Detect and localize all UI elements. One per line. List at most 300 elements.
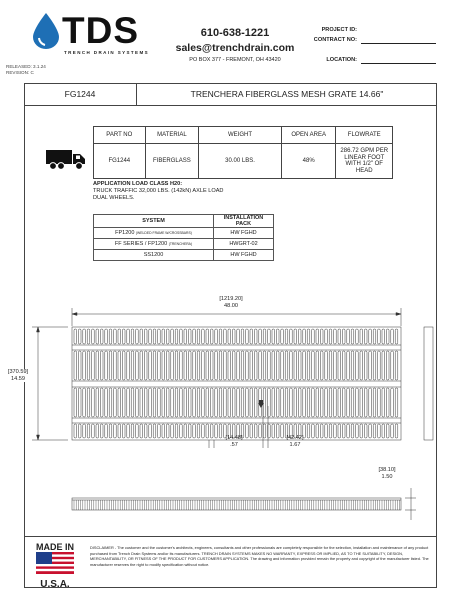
grate-slot — [162, 329, 165, 344]
grate-slot — [320, 351, 323, 380]
grate-slot — [364, 329, 367, 344]
grate-slot — [136, 388, 139, 417]
grate-slot — [197, 329, 200, 344]
grate-slot — [334, 388, 337, 417]
grate-slot — [118, 424, 121, 438]
grate-slot — [391, 351, 394, 380]
grate-slot — [202, 388, 205, 417]
grate-slot — [373, 424, 376, 438]
grate-slot — [259, 351, 262, 380]
depth-in: 1.50 — [381, 473, 393, 480]
grate-slot — [360, 388, 363, 417]
install-pack-header: INSTALLATION PACK — [214, 215, 274, 228]
grate-slot — [360, 351, 363, 380]
grate-slot — [193, 329, 196, 344]
grate-slot — [369, 351, 372, 380]
grate-slot — [206, 388, 209, 417]
grate-slot — [105, 351, 108, 380]
grate-slot — [268, 351, 271, 380]
spec-header-weight: WEIGHT — [199, 127, 282, 144]
install-pack: HW FGHD — [214, 250, 274, 261]
grate-slot — [228, 388, 231, 417]
system-row — [94, 228, 274, 239]
grate-slot — [246, 329, 249, 344]
grate-slot — [298, 329, 301, 344]
grate-slot — [140, 351, 143, 380]
grate-slot — [215, 329, 218, 344]
grate-slot — [298, 351, 301, 380]
grate-slot — [158, 351, 161, 380]
grate-slot — [149, 388, 152, 417]
system-header: SYSTEM — [94, 215, 214, 228]
grate-slot — [206, 424, 209, 438]
grate-slot — [312, 329, 315, 344]
disclaimer-text: DISCLAIMER - The customer and the customer's architects, engineers, consultants and other professionals are completely responsible for the selection, installation and maintenance of any product purchased from Trench Drain Systems and/or its manufacturers. TRENCH DRAIN SYSTEMS MAKES NO WARRANTY, EXPRESS OR IMPLIED, AS TO THE SUITABILITY, DESIGN, MERCHANTABILITY, OR FITNESS OF THE PRODUCT FOR CUSTOMERS APPLICATION. The drawing and information provided remain the property and copyright of the manufacturer listed. The manufacturer reserves the right to modify specification without notice. — [90, 545, 429, 567]
part-code-title: FG1244 — [24, 83, 137, 105]
pitch-in: 1.67 — [289, 441, 301, 448]
grate-slot — [342, 388, 345, 417]
grate-slot — [114, 329, 117, 344]
grate-slot — [254, 388, 257, 417]
grate-slot — [254, 351, 257, 380]
grate-slot — [228, 351, 231, 380]
grate-slot — [158, 329, 161, 344]
grate-slot — [246, 351, 249, 380]
grate-slot — [100, 388, 103, 417]
grate-slot — [202, 329, 205, 344]
grate-slot — [329, 351, 332, 380]
product-title: TRENCHERA FIBERGLASS MESH GRATE 14.66" — [190, 89, 384, 99]
grate-slot — [263, 351, 266, 380]
grate-slot — [144, 351, 147, 380]
grate-slot — [325, 351, 328, 380]
grate-slot — [149, 424, 152, 438]
grate-slot — [131, 351, 134, 380]
grate-slot — [303, 388, 306, 417]
grate-slot — [329, 424, 332, 438]
grate-slot — [263, 388, 266, 417]
grate-slot — [162, 351, 165, 380]
grate-slot — [386, 424, 389, 438]
grate-slot — [131, 388, 134, 417]
grate-slot — [276, 351, 279, 380]
grate-slot — [224, 388, 227, 417]
grate-slot — [127, 351, 130, 380]
grate-slot — [285, 351, 288, 380]
grate-slot — [136, 351, 139, 380]
spec-part-no: FG1244 — [94, 144, 146, 179]
grate-slot — [188, 424, 191, 438]
system-row — [94, 250, 274, 261]
grate-slot — [356, 351, 359, 380]
grate-slot — [369, 388, 372, 417]
usa-label: U.S.A. — [40, 579, 70, 590]
grate-slot — [175, 424, 178, 438]
grate-slot — [347, 424, 350, 438]
logo-tagline: TRENCH DRAIN SYSTEMS — [64, 50, 150, 55]
grate-slot — [294, 388, 297, 417]
grate-slot — [153, 424, 156, 438]
grate-slot — [78, 424, 81, 438]
grate-slot — [391, 424, 394, 438]
grate-slot — [268, 329, 271, 344]
grate-slot — [395, 351, 398, 380]
grate-slot — [78, 351, 81, 380]
grate-slot — [356, 388, 359, 417]
grate-slot — [114, 424, 117, 438]
grate-slot — [74, 351, 77, 380]
grate-slot — [351, 351, 354, 380]
grate-slot — [237, 388, 240, 417]
grate-slot — [74, 424, 77, 438]
grate-slot — [351, 424, 354, 438]
grate-slot — [378, 388, 381, 417]
grate-slot — [391, 329, 394, 344]
grate-slot — [100, 424, 103, 438]
grate-slot — [276, 329, 279, 344]
spec-open-area: 48% — [281, 144, 336, 179]
grate-slot — [391, 388, 394, 417]
truck-icon — [46, 148, 86, 172]
grate-slot — [153, 388, 156, 417]
grate-slot — [162, 388, 165, 417]
grate-slot — [136, 329, 139, 344]
grate-slot — [105, 424, 108, 438]
grate-slot — [96, 388, 99, 417]
grate-slot — [369, 329, 372, 344]
grate-slot — [140, 388, 143, 417]
install-pack: HW FGHD — [214, 228, 274, 239]
grate-slot — [250, 424, 253, 438]
grate-slot — [382, 329, 385, 344]
system-table — [93, 214, 274, 261]
grate-slot — [316, 351, 319, 380]
grate-slot — [166, 424, 169, 438]
grate-slot — [210, 329, 213, 344]
slot-in: .57 — [230, 441, 238, 448]
grate-slot — [325, 388, 328, 417]
slot-dimension-label — [218, 435, 250, 448]
grate-slot — [83, 329, 86, 344]
grate-slot — [237, 329, 240, 344]
grate-slot — [87, 424, 90, 438]
grate-slot — [373, 388, 376, 417]
spec-header-part: PART NO — [94, 127, 146, 144]
grate-slot — [158, 388, 161, 417]
grate-slot — [347, 329, 350, 344]
width-mm: [370.59] — [7, 369, 29, 375]
grate-slot — [334, 329, 337, 344]
grate-slot — [184, 424, 187, 438]
grate-slot — [307, 329, 310, 344]
grate-slot — [250, 329, 253, 344]
grate-slot — [149, 329, 152, 344]
grate-slot — [241, 329, 244, 344]
spec-weight: 30.00 LBS. — [199, 144, 282, 179]
grate-slot — [325, 424, 328, 438]
grate-slot — [171, 329, 174, 344]
grate-slot — [202, 424, 205, 438]
water-drop-logo-icon — [33, 13, 59, 49]
grate-slot — [312, 351, 315, 380]
length-mm: [1219.20] — [219, 296, 243, 302]
grate-slot — [140, 329, 143, 344]
email-address: sales@trenchdrain.com — [175, 42, 295, 54]
released-label: RELEASED: 3.1.24 — [6, 64, 46, 69]
system-header-row — [94, 215, 274, 228]
grate-slot — [241, 388, 244, 417]
grate-slot — [342, 329, 345, 344]
grate-slot — [307, 351, 310, 380]
grate-slot — [87, 329, 90, 344]
location-field[interactable] — [361, 57, 436, 64]
grate-slot — [316, 329, 319, 344]
grate-slot — [127, 424, 130, 438]
grate-slot — [347, 351, 350, 380]
grate-slot — [215, 424, 218, 438]
grate-slot — [166, 329, 169, 344]
length-in: 48.00 — [224, 302, 238, 309]
grate-slot — [114, 388, 117, 417]
grate-slot — [206, 351, 209, 380]
grate-slot — [320, 424, 323, 438]
grate-slot — [364, 388, 367, 417]
grate-slot — [219, 388, 222, 417]
system-note: (TRENCHERA) — [168, 242, 193, 246]
grate-slot — [171, 351, 174, 380]
grate-slot — [219, 329, 222, 344]
grate-slot — [92, 351, 95, 380]
slot-mm: [14.48] — [225, 435, 243, 441]
grate-slot — [373, 329, 376, 344]
grate-slot — [175, 388, 178, 417]
grate-slot — [180, 329, 183, 344]
grate-slot — [219, 351, 222, 380]
grate-slot — [206, 329, 209, 344]
grate-slot — [386, 329, 389, 344]
grate-slot — [74, 388, 77, 417]
grate-slot — [140, 424, 143, 438]
grate-slot — [184, 351, 187, 380]
grate-slot — [232, 388, 235, 417]
grate-slot — [210, 351, 213, 380]
grate-slot — [316, 424, 319, 438]
grate-slot — [259, 329, 262, 344]
grate-slot — [378, 424, 381, 438]
grate-slot — [144, 329, 147, 344]
spec-data-row — [94, 144, 393, 179]
grate-slot — [83, 351, 86, 380]
grate-slot — [364, 424, 367, 438]
grate-slot — [180, 424, 183, 438]
grate-slot — [360, 424, 363, 438]
project-id-label: PROJECT ID: — [321, 27, 357, 33]
grate-slot — [224, 351, 227, 380]
grate-slot — [373, 351, 376, 380]
system-name: FF SERIES / FP1200 — [114, 241, 168, 247]
grate-slot — [92, 388, 95, 417]
grate-slot — [250, 388, 253, 417]
grate-slot — [228, 329, 231, 344]
grate-slot — [276, 388, 279, 417]
grate-slot — [312, 424, 315, 438]
grate-slot — [118, 329, 121, 344]
spec-material: FIBERGLASS — [145, 144, 199, 179]
grate-slot — [105, 329, 108, 344]
grate-slot — [294, 329, 297, 344]
grate-slot — [96, 424, 99, 438]
grate-slot — [285, 388, 288, 417]
grate-slot — [237, 351, 240, 380]
grate-slot — [109, 329, 112, 344]
grate-slot — [162, 424, 165, 438]
grate-slot — [294, 351, 297, 380]
grate-slot — [395, 388, 398, 417]
grate-slot — [338, 424, 341, 438]
grate-slot — [254, 329, 257, 344]
spec-header-open-area: OPEN AREA — [281, 127, 336, 144]
grate-slot — [281, 351, 284, 380]
grate-slot — [105, 388, 108, 417]
grate-slot — [351, 388, 354, 417]
phone-number: 610-638-1221 — [200, 27, 270, 39]
grate-slot — [360, 329, 363, 344]
grate-slot — [171, 388, 174, 417]
grate-slot — [100, 351, 103, 380]
grate-slot — [382, 424, 385, 438]
grate-slot — [281, 329, 284, 344]
grate-slot — [232, 329, 235, 344]
grate-slot — [166, 351, 169, 380]
grate-slot — [378, 351, 381, 380]
revision-label: REVISION: C — [6, 69, 34, 75]
grate-end-view — [424, 327, 433, 440]
grate-slot — [338, 351, 341, 380]
install-pack: HWGRT-02 — [214, 239, 274, 250]
grate-slot — [329, 388, 332, 417]
grate-slot — [197, 424, 200, 438]
grate-slot — [272, 424, 275, 438]
grate-slot — [338, 388, 341, 417]
grate-slot — [386, 351, 389, 380]
grate-slot — [166, 388, 169, 417]
grate-slot — [224, 329, 227, 344]
grate-slot — [118, 351, 121, 380]
grate-slot — [109, 424, 112, 438]
grate-slot — [122, 351, 125, 380]
grate-slot — [329, 329, 332, 344]
width-in: 14.59 — [11, 375, 25, 382]
grate-slot — [78, 329, 81, 344]
grate-slot — [193, 424, 196, 438]
pitch-mm: [42.42] — [286, 435, 304, 441]
grate-slot — [144, 424, 147, 438]
grate-slot — [369, 424, 372, 438]
grate-slot — [250, 351, 253, 380]
grate-slot — [272, 388, 275, 417]
mailing-address: PO BOX 377 - FREMONT, OH 43420 — [189, 57, 281, 63]
grate-slot — [232, 351, 235, 380]
application-line-2: DUAL WHEELS. — [93, 195, 135, 201]
grate-slot — [382, 388, 385, 417]
grate-slot — [131, 424, 134, 438]
grate-slot — [356, 329, 359, 344]
grate-slot — [320, 329, 323, 344]
system-name: FP1200 — [115, 230, 135, 236]
grate-slot — [285, 329, 288, 344]
length-dimension-label — [196, 296, 266, 309]
grate-slot — [188, 351, 191, 380]
application-line-1: TRUCK TRAFFIC 32,000 LBS. (142kN) AXLE LOAD — [93, 188, 224, 194]
grate-slot — [92, 424, 95, 438]
grate-slot — [127, 388, 130, 417]
grate-slot — [210, 388, 213, 417]
grate-slot — [197, 351, 200, 380]
grate-slot — [263, 329, 266, 344]
depth-mm: [38.10] — [378, 467, 396, 473]
grate-slot — [334, 351, 337, 380]
width-dimension-label — [0, 369, 36, 382]
grate-slot — [87, 388, 90, 417]
grate-slot — [149, 351, 152, 380]
grate-slot — [263, 424, 266, 438]
depth-dimension-label — [372, 467, 402, 480]
grate-slot — [290, 388, 293, 417]
spec-header-row — [94, 127, 393, 144]
contract-no-field[interactable] — [361, 37, 436, 44]
grate-slot — [122, 329, 125, 344]
grate-slot — [290, 329, 293, 344]
grate-slot — [254, 424, 257, 438]
grate-slot — [153, 351, 156, 380]
grate-slot — [312, 388, 315, 417]
grate-slot — [303, 351, 306, 380]
grate-slot — [180, 388, 183, 417]
grate-slot — [188, 329, 191, 344]
grate-slot — [215, 351, 218, 380]
grate-slot — [184, 388, 187, 417]
spec-header-flowrate: FLOWRATE — [336, 127, 393, 144]
grate-drawing — [24, 290, 437, 535]
grate-slot — [83, 388, 86, 417]
application-heading: APPLICATION LOAD CLASS H20: — [93, 181, 183, 187]
grate-slot — [364, 351, 367, 380]
grate-slot — [246, 388, 249, 417]
grate-slot — [320, 388, 323, 417]
grate-slot — [325, 329, 328, 344]
us-flag-icon — [36, 552, 74, 574]
grate-slot — [215, 388, 218, 417]
system-note: (WELDED FRAME W/CROSSBARS) — [135, 231, 192, 235]
grate-slot — [175, 329, 178, 344]
grate-slot — [96, 351, 99, 380]
grate-slot — [382, 351, 385, 380]
grate-slot — [281, 388, 284, 417]
grate-slot — [351, 329, 354, 344]
grate-slots — [74, 329, 398, 438]
grate-slot — [202, 351, 205, 380]
spec-header-material: MATERIAL — [145, 127, 199, 144]
grate-slot — [303, 329, 306, 344]
grate-slot — [347, 388, 350, 417]
grate-slot — [118, 388, 121, 417]
grate-slot — [92, 329, 95, 344]
grate-slot — [122, 388, 125, 417]
grate-slot — [298, 388, 301, 417]
logo-wordmark: TDS — [62, 10, 139, 51]
grate-slot — [342, 424, 345, 438]
grate-slot — [74, 329, 77, 344]
